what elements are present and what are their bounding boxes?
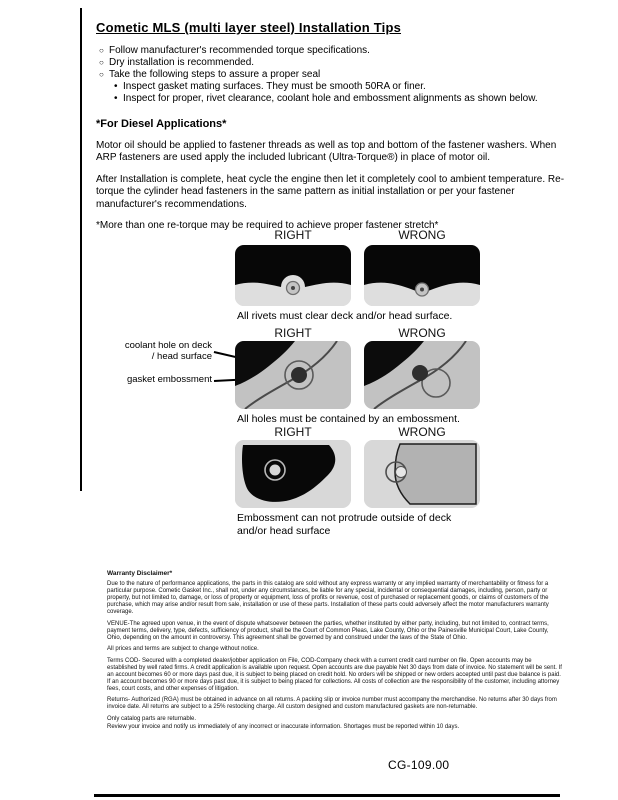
bottom-border-line bbox=[94, 794, 560, 797]
warranty-paragraph: All prices and terms are subject to change without notice. bbox=[107, 646, 259, 652]
embossment-wrong-diagram bbox=[364, 440, 480, 508]
tip-sub-item bbox=[114, 93, 581, 105]
warranty-paragraph: VENUE-The agreed upon venue, in the event of dispute whatsoever between the parties, whether instituted by either party, including, but not limited to, contract terms, payment terms, delivery, type, defects, sufficiency of product, shall be the Court of Common Pleas, Lake County, Ohio or the Painesville Municipal Court, Lake County, Ohio, depending on the amount in controversy. This agreement shall be governed by and construed under the laws of the State of Ohio. bbox=[107, 620, 549, 641]
page-title: Cometic MLS (multi layer steel) Installation Tips bbox=[96, 20, 402, 35]
gasket-embossment-callout: gasket embossment bbox=[126, 374, 212, 385]
tip-item bbox=[99, 57, 581, 69]
dot-bullet-icon: • bbox=[114, 81, 118, 92]
tip-sub-item bbox=[114, 81, 581, 93]
tip-text: Inspect gasket mating surfaces. They must be smooth 50RA or finer. bbox=[123, 81, 426, 92]
tip-text: Take the following steps to assure a proper seal bbox=[109, 69, 321, 80]
circle-bullet-icon: ○ bbox=[99, 46, 104, 55]
circle-bullet-icon: ○ bbox=[99, 70, 104, 79]
diesel-paragraph: After Installation is complete, heat cycle the engine then let it completely cool to ambient temperature. Re-torque the cylinder head fasteners in the same pattern as initial installation or per your fastener manufacturer's recommendations. bbox=[96, 173, 565, 210]
warranty-paragraph: Returns- Authorized (RGA) must be obtained in advance on all returns. A packing slip or invoice number must accompany the merchandise. No returns after 30 days from invoice date. All returns are subject to a 25% restocking charge. All custom designed and custom manufactured gaskets are non-returnable. bbox=[107, 697, 557, 710]
dot-bullet-icon: • bbox=[114, 93, 118, 104]
coolant-hole-right-diagram bbox=[235, 341, 351, 409]
wrong-label: WRONG bbox=[398, 228, 446, 242]
coolant-right-drawing bbox=[235, 341, 351, 409]
wrong-label: WRONG bbox=[398, 326, 446, 340]
rivet-wrong-diagram bbox=[364, 245, 480, 306]
installation-tips-list bbox=[99, 45, 581, 105]
embossment-wrong-drawing bbox=[364, 440, 480, 508]
tip-text: Dry installation is recommended. bbox=[109, 57, 255, 68]
rivet-caption: All rivets must clear deck and/or head surface. bbox=[237, 310, 453, 322]
circle-bullet-icon: ○ bbox=[99, 58, 104, 67]
retorque-note: *More than one re-torque may be required to achieve proper fastener stretch* bbox=[96, 220, 439, 231]
tip-item bbox=[99, 45, 581, 57]
tip-text: Inspect for proper, rivet clearance, coolant hole and embossment alignments as shown below. bbox=[123, 93, 538, 104]
coolant-hole bbox=[412, 365, 428, 381]
embossment-caption: Embossment can not protrude outside of deck and/or head surface bbox=[237, 512, 452, 537]
right-label: RIGHT bbox=[274, 326, 312, 340]
warranty-paragraph: Only catalog parts are returnable. bbox=[107, 715, 197, 722]
coolant-wrong-drawing bbox=[364, 341, 480, 409]
warranty-disclaimer-section bbox=[107, 570, 563, 735]
warranty-paragraph: Terms COD- Secured with a completed dealer/jobber application on File, COD-Company check with a current credit card number on file. Open accounts may be established by well rated firms. A credit application is available upon request. Open accounts are due payable Net 30 days from date of invoice. No statement will be sent. If an account becomes 60 or more days past due, it is subject to being placed on credit hold. No orders will be shipped or new orders accepted until past due balance is paid. If an account becomes 90 or more days past due, it is subject to being placed for collections. All costs of collection are the responsibility of the customer, including attorney fees, court costs, and other expenses of litigation. bbox=[107, 657, 562, 692]
tip-item bbox=[99, 69, 581, 81]
embossment-right-drawing bbox=[235, 440, 351, 508]
right-label: RIGHT bbox=[274, 425, 312, 439]
page-code: CG-109.00 bbox=[388, 758, 450, 772]
rivet-right-drawing bbox=[235, 245, 351, 306]
bolt-hole bbox=[396, 467, 407, 478]
embossment-right-diagram bbox=[235, 440, 351, 508]
warranty-heading: Warranty Disclaimer* bbox=[107, 570, 173, 577]
holes-caption: All holes must be contained by an embossment. bbox=[237, 413, 460, 425]
rivet-right-diagram bbox=[235, 245, 351, 306]
wrong-label: WRONG bbox=[398, 425, 446, 439]
rivet-wrong-drawing bbox=[364, 245, 480, 306]
bolt-hole bbox=[270, 465, 281, 476]
warranty-paragraph: Due to the nature of performance applications, the parts in this catalog are sold without any express warranty or any implied warranty of merchantability or fitness for a particular purpose. Cometic Gasket Inc., shall not, under any circumstances, be liable for any special, incidental or consequential damages, including, person, party or property, but not limited to, damage, or loss of property or equipment, loss of profits or revenue, cost of purchased or replacement goods, or claims of customers of the purchase, which may arise and/or result from sale, installation or use of these parts. Installation of these parts could adversely affect the motor manufacturers warranty coverage. bbox=[107, 581, 549, 615]
diesel-paragraph: Motor oil should be applied to fastener threads as well as top and bottom of the fastener washers. When ARP fasteners are used apply the included lubricant (Ultra-Torque®) in place of motor oil. bbox=[96, 139, 557, 163]
tip-text: Follow manufacturer's recommended torque specifications. bbox=[109, 45, 370, 56]
diesel-applications-section bbox=[96, 118, 572, 242]
coolant-hole bbox=[291, 367, 307, 383]
left-margin-rule bbox=[80, 8, 82, 491]
coolant-hole-callout: coolant hole on deck / head surface bbox=[124, 340, 212, 362]
right-label: RIGHT bbox=[274, 228, 312, 242]
coolant-hole-wrong-diagram bbox=[364, 341, 480, 409]
warranty-paragraph: Review your invoice and notify us immediately of any incorrect or inaccurate information. Shortages must be reported within 10 days. bbox=[107, 723, 460, 730]
diesel-heading: *For Diesel Applications* bbox=[96, 118, 227, 130]
